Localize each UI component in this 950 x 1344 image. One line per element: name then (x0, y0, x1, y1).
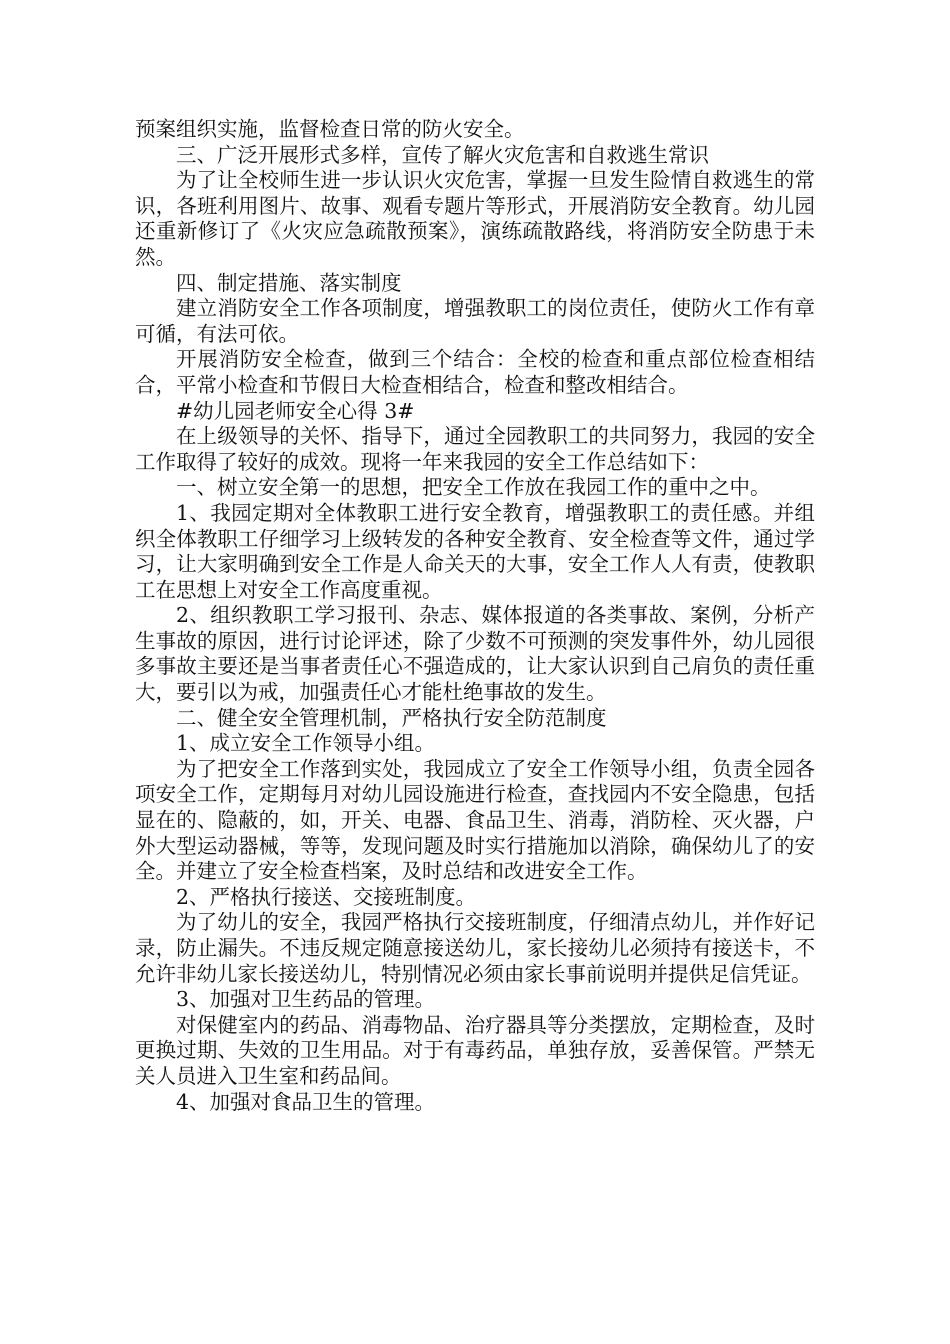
paragraph: 1、我园定期对全体教职工进行安全教育，增强教职工的责任感。并组织全体教职工仔细学习上级转发的各种安全教育、安全检查等文件，通过学习，让大家明确到安全工作是人命关天的大事，安全工作人人有责，使教职工在思想上对安全工作高度重视。 (135, 500, 815, 602)
paragraph: 建立消防安全工作各项制度，增强教职工的岗位责任，使防火工作有章可循，有法可依。 (135, 296, 815, 346)
paragraph: 在上级领导的关怀、指导下，通过全园教职工的共同努力，我园的安全工作取得了较好的成效。现将一年来我园的安全工作总结如下： (135, 424, 815, 474)
subheading: 1、成立安全工作领导小组。 (176, 731, 436, 756)
paragraph-continuation: 预案组织实施，监督检查日常的防火安全。 (135, 117, 525, 141)
subheading: 3、加强对卫生药品的管理。 (176, 987, 436, 1012)
article-title: #幼儿园老师安全心得 3# (176, 398, 415, 423)
paragraph: 为了让全校师生进一步认识火灾危害，掌握一旦发生险情自救逃生的常识，各班利用图片、故事、观看专题片等形式，开展消防安全教育。幼儿园还重新修订了《火灾应急疏散预案》，演练疏散路线，将消防安全防患于未然。 (135, 168, 815, 269)
paragraph: 2、组织教职工学习报刊、杂志、媒体报道的各类事故、案例，分析产生事故的原因，进行讨论评述，除了少数不可预测的突发事件外，幼儿园很多事故主要还是当事者责任心不强造成的，让大家认识到自己肩负的责任重大，要引以为戒，加强责任心才能杜绝事故的发生。 (135, 603, 815, 705)
document-body (135, 117, 815, 1115)
paragraph: 为了幼儿的安全，我园严格执行交接班制度，仔细清点幼儿，并作好记录，防止漏失。不违反规定随意接送幼儿，家长接幼儿必须持有接送卡，不允许非幼儿家长接送幼儿，特别情况必须由家长事前说明并提供足信凭证。 (135, 910, 815, 986)
paragraph: 为了把安全工作落到实处，我园成立了安全工作领导小组，负责全园各项安全工作，定期每月对幼儿园设施进行检查，查找园内不安全隐患，包括显在的、隐蔽的，如，开关、电器、食品卫生、消毒，消防栓、灭火器，户外大型运动器械，等等，发现问题及时实行措施加以消除，确保幼儿了的安全。并建立了安全检查档案，及时总结和改进安全工作。 (135, 756, 815, 884)
subheading: 2、严格执行接送、交接班制度。 (176, 884, 477, 909)
paragraph: 对保健室内的药品、消毒物品、治疗器具等分类摆放，定期检查，及时更换过期、失效的卫生用品。对于有毒药品，单独存放，妥善保管。严禁无关人员进入卫生室和药品间。 (135, 1012, 815, 1088)
section-heading-2: 二、健全安全管理机制，严格执行安全防范制度 (176, 705, 607, 730)
paragraph: 开展消防安全检查，做到三个结合：全校的检查和重点部位检查相结合，平常小检查和节假日大检查相结合，检查和整改相结合。 (135, 347, 815, 397)
section-heading-1: 一、树立安全第一的思想，把安全工作放在我园工作的重中之中。 (176, 475, 771, 500)
subheading: 4、加强对食品卫生的管理。 (176, 1089, 436, 1114)
section-heading-3: 三、广泛开展形式多样，宣传了解火灾危害和自救逃生常识 (176, 142, 709, 167)
section-heading-4: 四、制定措施、落实制度 (176, 270, 402, 295)
